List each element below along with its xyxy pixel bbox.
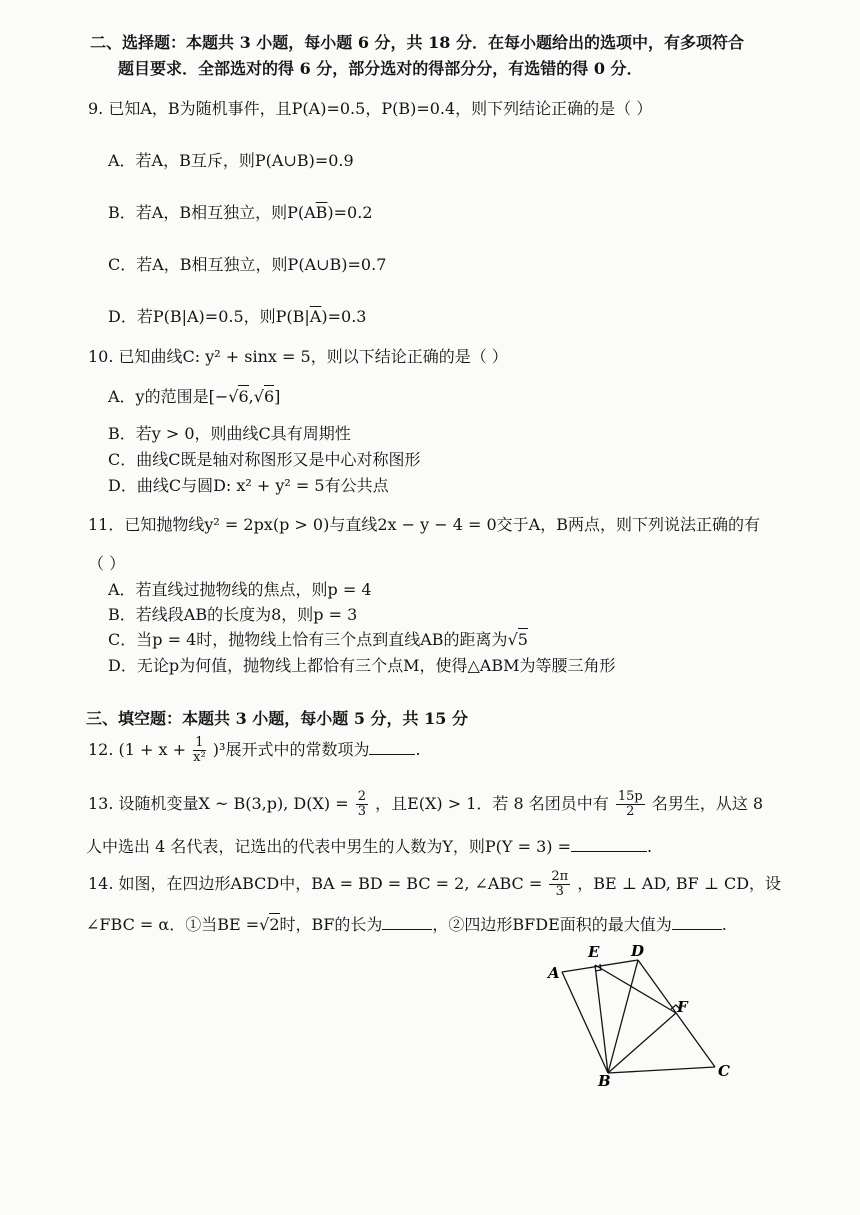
q14-answer-blank-1 — [382, 929, 432, 930]
q11-option-c: C．当p = 4时，抛物线上恰有三个点到直线AB的距离为√5 — [108, 630, 528, 649]
q10-option-a: A．y的范围是[−√6,√6] — [108, 387, 281, 406]
label-c: C — [718, 1062, 730, 1080]
q14-line1: 14. 如图，在四边形ABCD中，BA = BD = BC = 2, ∠ABC = $\frac{2\pi}{3}$ ，BE ⊥ AD, BF ⊥ CD，设 — [88, 869, 782, 899]
q13-fraction-2: $\frac{15p}{2}$ — [617, 789, 643, 819]
section2-header-line1: 二、选择题：本题共 3 小题，每小题 6 分，共 18 分．在每小题给出的选项中，有多项符合 — [90, 33, 744, 52]
q9-option-d: D．若P(B|A)=0.5，则$P(B|\overline{A})=0.3$ — [108, 307, 367, 326]
segment-be — [595, 965, 608, 1073]
q10-option-b: B．若y > 0，则曲线C具有周期性 — [108, 424, 351, 443]
q9-stem: 9. 已知A，B为随机事件，且P(A)=0.5，P(B)=0.4，则下列结论正确的是（ ） — [88, 99, 653, 118]
q11-option-a: A．若直线过抛物线的焦点，则p = 4 — [108, 580, 372, 599]
label-e: E — [588, 943, 600, 961]
label-b: B — [598, 1072, 611, 1090]
q9-option-b: B．若A，B相互独立，则$P(A\overline{B})=0.2$ — [108, 203, 373, 222]
q13-line1: 13. 设随机变量X ~ B(3,p), D(X) = $\frac{2}{3}$ ，且E(X) > 1．若 8 名团员中有 $\frac{15p}{2}$ 名男生，从这 8 — [88, 789, 764, 819]
q10-stem: 10. 已知曲线C: y² + sinx = 5，则以下结论正确的是（ ） — [88, 347, 508, 366]
q14-answer-blank-2 — [672, 929, 722, 930]
section2-header-line2: 题目要求．全部选对的得 6 分，部分选对的得部分分，有选错的得 0 分． — [118, 59, 643, 78]
segment-ab — [562, 972, 608, 1073]
q13-line2: 人中选出 4 名代表，记选出的代表中男生的人数为Y，则P(Y = 3) = . — [86, 837, 653, 856]
segment-bf — [608, 1013, 676, 1073]
q13-answer-blank — [571, 851, 647, 852]
q11-stem-paren: （ ） — [88, 554, 126, 573]
q11-option-d: D．无论p为何值，抛物线上都恰有三个点M，使得△ABM为等腰三角形 — [108, 656, 616, 675]
q12-line: 12. (1 + x + $\frac{1}{\text{x²}}$ )³展开式中的常数项为 . — [88, 735, 421, 765]
label-f: F — [677, 998, 688, 1016]
segment-bc — [608, 1067, 715, 1073]
q10-option-c: C．曲线C既是轴对称图形又是中心对称图形 — [108, 450, 421, 469]
q13-fraction-1: $\frac{2}{3}$ — [357, 789, 366, 819]
q9-option-c: C．若A，B相互独立，则P(A∪B)=0.7 — [108, 255, 387, 274]
q12-fraction: $\frac{1}{\text{x²}}$ — [193, 735, 206, 765]
q14-line2: ∠FBC = α．①当BE =√2时，BF的长为 ，②四边形BFDE面积的最大值为 . — [86, 915, 727, 934]
label-a: A — [548, 964, 560, 982]
quadrilateral-figure — [540, 940, 740, 1090]
segment-bd — [608, 960, 638, 1073]
section3-header: 三、填空题：本题共 3 小题，每小题 5 分，共 15 分 — [86, 709, 468, 728]
q10-option-d: D．曲线C与圆D: x² + y² = 5有公共点 — [108, 476, 389, 495]
q11-option-b: B．若线段AB的长度为8，则p = 3 — [108, 605, 358, 624]
q12-answer-blank — [369, 754, 415, 755]
q14-fraction: $\frac{2\pi}{3}$ — [551, 869, 569, 899]
label-d: D — [631, 942, 645, 960]
q9-option-a: A．若A，B互斥，则P(A∪B)=0.9 — [108, 151, 354, 170]
q11-stem: 11．已知抛物线y² = 2px(p > 0)与直线2x − y − 4 = 0交于A，B两点，则下列说法正确的有 — [88, 515, 760, 534]
segment-ef — [595, 965, 676, 1013]
